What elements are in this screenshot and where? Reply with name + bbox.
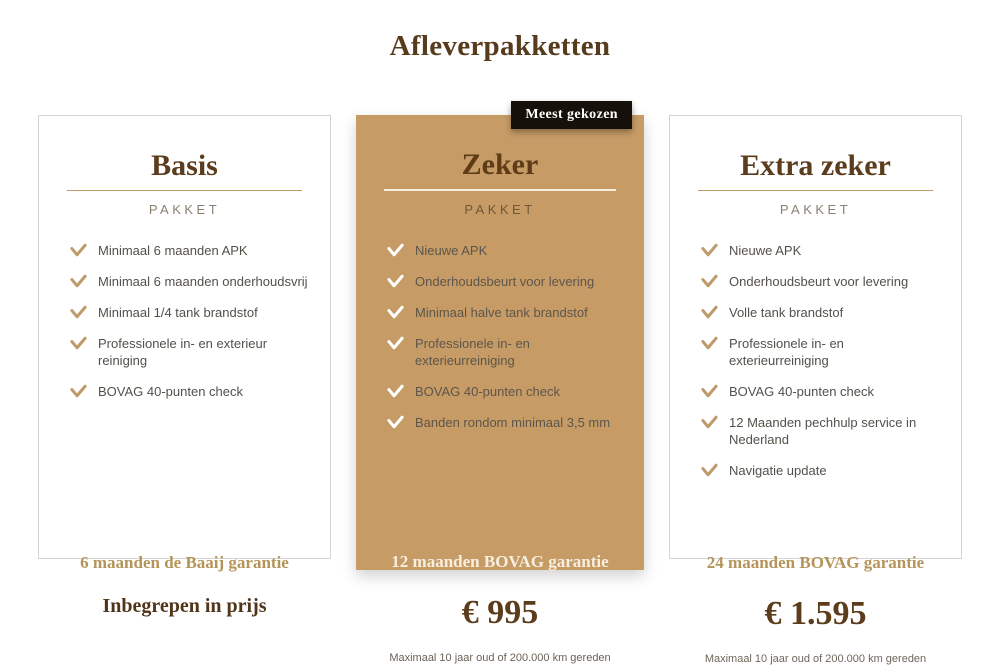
feature-item (70, 273, 312, 290)
feature-label: Minimaal 6 maanden onderhoudsvrij (98, 274, 308, 289)
feature-item (701, 242, 943, 259)
package-subtitle: PAKKET (464, 202, 536, 217)
feature-item (701, 335, 943, 369)
check-icon (70, 384, 87, 398)
feature-label: Professionele in- en exterieur reiniging (98, 336, 268, 368)
divider (698, 190, 933, 191)
feature-label: 12 Maanden pechhulp service in Nederland (729, 415, 917, 447)
check-icon (70, 305, 87, 319)
feature-label: Volle tank brandstof (729, 305, 844, 320)
check-icon (387, 274, 404, 288)
feature-label: BOVAG 40-punten check (729, 384, 875, 399)
feature-list (356, 242, 644, 445)
feature-label: Minimaal 1/4 tank brandstof (98, 305, 258, 320)
check-icon (701, 336, 718, 350)
check-icon (70, 336, 87, 350)
feature-item (387, 273, 626, 290)
feature-item (701, 273, 943, 290)
check-icon (701, 243, 718, 257)
price-text: € 1.595 (764, 595, 867, 632)
feature-item (387, 335, 626, 369)
feature-list (39, 242, 330, 414)
feature-label: BOVAG 40-punten check (98, 384, 244, 399)
most-chosen-badge: Meest gekozen (511, 101, 632, 129)
card-footer (39, 553, 330, 619)
check-icon (701, 415, 718, 429)
feature-list (670, 242, 961, 493)
feature-item (70, 304, 312, 321)
feature-label: Nieuwe APK (415, 243, 488, 258)
feature-label: Onderhoudsbeurt voor levering (729, 274, 909, 289)
package-subtitle: PAKKET (779, 202, 852, 217)
check-icon (387, 243, 404, 257)
feature-label: Nieuwe APK (729, 243, 802, 258)
feature-item (387, 242, 626, 259)
check-icon (701, 305, 718, 319)
feature-item (701, 304, 943, 321)
divider (384, 189, 616, 191)
feature-item (387, 414, 626, 431)
feature-label: Professionele in- en exterieurreiniging (729, 336, 844, 368)
price-text: € 995 (461, 594, 539, 631)
package-card-basis (38, 115, 331, 617)
guarantee-text: 6 maanden de Baaij garantie (80, 553, 289, 572)
guarantee-text: 12 maanden BOVAG garantie (391, 552, 609, 571)
feature-label: Onderhoudsbeurt voor levering (415, 274, 595, 289)
check-icon (70, 274, 87, 288)
package-name: Basis (151, 149, 218, 182)
condition-text: Maximaal 10 jaar oud of 200.000 km gereden (389, 652, 611, 664)
feature-label: Professionele in- en exterieurreiniging (415, 336, 530, 368)
check-icon (701, 463, 718, 477)
check-icon (387, 305, 404, 319)
price-text: Inbegrepen in prijs (102, 595, 267, 617)
feature-item (701, 414, 943, 448)
package-card-zeker (356, 107, 644, 664)
feature-label: Minimaal halve tank brandstof (415, 305, 588, 320)
feature-item (70, 335, 312, 369)
feature-item (701, 462, 943, 479)
condition-text: Maximaal 10 jaar oud of 200.000 km gereden (704, 653, 927, 665)
package-name: Zeker (461, 148, 539, 181)
feature-item (701, 383, 943, 400)
package-cards (0, 107, 1000, 665)
package-name: Extra zeker (740, 149, 891, 182)
check-icon (387, 336, 404, 350)
card-footer (670, 553, 961, 665)
feature-item (387, 304, 626, 321)
feature-label: Navigatie update (729, 463, 827, 478)
feature-label: BOVAG 40-punten check (415, 384, 561, 399)
guarantee-text: 24 maanden BOVAG garantie (706, 553, 925, 572)
feature-item (70, 383, 312, 400)
check-icon (387, 415, 404, 429)
check-icon (387, 384, 404, 398)
card-footer (356, 552, 644, 664)
feature-item (387, 383, 626, 400)
package-subtitle: PAKKET (148, 202, 221, 217)
package-card-extra-zeker (669, 115, 962, 665)
page-title: Afleverpakketten (389, 30, 611, 62)
feature-label: Banden rondom minimaal 3,5 mm (415, 415, 611, 430)
divider (67, 190, 302, 191)
check-icon (70, 243, 87, 257)
check-icon (701, 274, 718, 288)
feature-label: Minimaal 6 maanden APK (98, 243, 248, 258)
feature-item (70, 242, 312, 259)
check-icon (701, 384, 718, 398)
